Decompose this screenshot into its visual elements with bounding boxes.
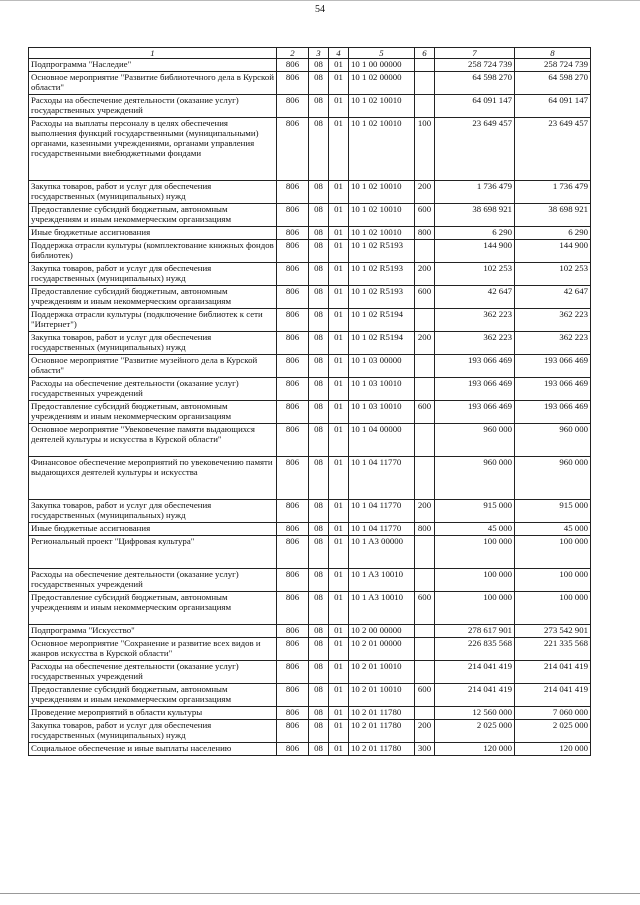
grbs-code-cell: 806	[277, 523, 309, 536]
target-article-cell: 10 2 01 00000	[349, 638, 415, 661]
section-code-cell: 08	[309, 227, 329, 240]
row-name-cell: Основное мероприятие "Сохранение и развитие всех видов и жанров искусства в Курской области"	[29, 638, 277, 661]
row-name-cell: Закупка товаров, работ и услуг для обеспечения государственных (муниципальных) нужд	[29, 500, 277, 523]
expense-kind-cell	[415, 59, 435, 72]
section-code-cell: 08	[309, 95, 329, 118]
subsection-code-cell: 01	[329, 263, 349, 286]
target-article-cell: 10 1 02 10010	[349, 227, 415, 240]
column-header: 8	[515, 48, 591, 59]
row-name-cell: Региональный проект "Цифровая культура"	[29, 536, 277, 569]
target-article-cell: 10 1 02 10010	[349, 181, 415, 204]
table-row	[29, 523, 591, 536]
section-code-cell: 08	[309, 240, 329, 263]
amount-year1-cell: 362 223	[435, 309, 515, 332]
amount-year2-cell: 362 223	[515, 332, 591, 355]
amount-year2-cell: 214 041 419	[515, 661, 591, 684]
amount-year2-cell: 64 091 147	[515, 95, 591, 118]
amount-year2-cell: 1 736 479	[515, 181, 591, 204]
table-row	[29, 118, 591, 181]
grbs-code-cell: 806	[277, 424, 309, 457]
section-code-cell: 08	[309, 332, 329, 355]
section-code-cell: 08	[309, 592, 329, 625]
expense-kind-cell: 200	[415, 720, 435, 743]
expense-kind-cell: 800	[415, 523, 435, 536]
expense-kind-cell: 600	[415, 286, 435, 309]
target-article-cell: 10 1 04 11770	[349, 500, 415, 523]
row-name-cell: Подпрограмма "Наследие"	[29, 59, 277, 72]
row-name-cell: Расходы на обеспечение деятельности (оказание услуг) государственных учреждений	[29, 569, 277, 592]
subsection-code-cell: 01	[329, 569, 349, 592]
table-row	[29, 240, 591, 263]
amount-year1-cell: 120 000	[435, 743, 515, 756]
expense-kind-cell	[415, 638, 435, 661]
grbs-code-cell: 806	[277, 59, 309, 72]
table-row	[29, 720, 591, 743]
subsection-code-cell: 01	[329, 661, 349, 684]
row-name-cell: Расходы на выплаты персоналу в целях обеспечения выполнения функций государственными (муниципальными) органами, казенными учреждениями, органами управления государственными внебюджетными фондами	[29, 118, 277, 181]
grbs-code-cell: 806	[277, 536, 309, 569]
section-code-cell: 08	[309, 118, 329, 181]
table-row	[29, 707, 591, 720]
subsection-code-cell: 01	[329, 181, 349, 204]
subsection-code-cell: 01	[329, 536, 349, 569]
row-name-cell: Расходы на обеспечение деятельности (оказание услуг) государственных учреждений	[29, 95, 277, 118]
expense-kind-cell	[415, 569, 435, 592]
column-header: 7	[435, 48, 515, 59]
expense-kind-cell	[415, 424, 435, 457]
table-row	[29, 263, 591, 286]
expense-kind-cell	[415, 625, 435, 638]
section-code-cell: 08	[309, 523, 329, 536]
target-article-cell: 10 1 02 R5193	[349, 286, 415, 309]
amount-year1-cell: 214 041 419	[435, 684, 515, 707]
grbs-code-cell: 806	[277, 95, 309, 118]
table-row	[29, 72, 591, 95]
grbs-code-cell: 806	[277, 204, 309, 227]
table-row	[29, 378, 591, 401]
column-number-row	[29, 48, 591, 59]
target-article-cell: 10 1 A3 00000	[349, 536, 415, 569]
expense-kind-cell	[415, 661, 435, 684]
amount-year1-cell: 193 066 469	[435, 355, 515, 378]
amount-year2-cell: 100 000	[515, 536, 591, 569]
section-code-cell: 08	[309, 569, 329, 592]
table-row	[29, 204, 591, 227]
table-row	[29, 592, 591, 625]
bottom-border-line	[0, 893, 640, 894]
table-row	[29, 59, 591, 72]
expense-kind-cell	[415, 378, 435, 401]
column-header: 3	[309, 48, 329, 59]
table-row	[29, 424, 591, 457]
amount-year2-cell: 120 000	[515, 743, 591, 756]
section-code-cell: 08	[309, 500, 329, 523]
row-name-cell: Расходы на обеспечение деятельности (оказание услуг) государственных учреждений	[29, 378, 277, 401]
subsection-code-cell: 01	[329, 457, 349, 500]
amount-year2-cell: 100 000	[515, 592, 591, 625]
top-border-line	[0, 0, 640, 1]
grbs-code-cell: 806	[277, 720, 309, 743]
amount-year1-cell: 6 290	[435, 227, 515, 240]
expense-kind-cell	[415, 355, 435, 378]
row-name-cell: Закупка товаров, работ и услуг для обеспечения государственных (муниципальных) нужд	[29, 181, 277, 204]
target-article-cell: 10 2 01 10010	[349, 661, 415, 684]
table-row	[29, 743, 591, 756]
amount-year2-cell: 193 066 469	[515, 378, 591, 401]
column-header: 4	[329, 48, 349, 59]
subsection-code-cell: 01	[329, 401, 349, 424]
amount-year1-cell: 100 000	[435, 536, 515, 569]
table-row	[29, 286, 591, 309]
subsection-code-cell: 01	[329, 59, 349, 72]
amount-year1-cell: 45 000	[435, 523, 515, 536]
expense-kind-cell	[415, 309, 435, 332]
grbs-code-cell: 806	[277, 286, 309, 309]
amount-year1-cell: 214 041 419	[435, 661, 515, 684]
target-article-cell: 10 2 01 11780	[349, 743, 415, 756]
amount-year2-cell: 273 542 901	[515, 625, 591, 638]
table-row	[29, 625, 591, 638]
section-code-cell: 08	[309, 286, 329, 309]
grbs-code-cell: 806	[277, 625, 309, 638]
amount-year1-cell: 64 598 270	[435, 72, 515, 95]
amount-year2-cell: 23 649 457	[515, 118, 591, 181]
amount-year1-cell: 960 000	[435, 424, 515, 457]
target-article-cell: 10 1 00 00000	[349, 59, 415, 72]
grbs-code-cell: 806	[277, 500, 309, 523]
row-name-cell: Иные бюджетные ассигнования	[29, 227, 277, 240]
section-code-cell: 08	[309, 707, 329, 720]
amount-year2-cell: 42 647	[515, 286, 591, 309]
expense-kind-cell: 600	[415, 592, 435, 625]
row-name-cell: Подпрограмма "Искусство"	[29, 625, 277, 638]
amount-year1-cell: 38 698 921	[435, 204, 515, 227]
amount-year2-cell: 258 724 739	[515, 59, 591, 72]
amount-year1-cell: 100 000	[435, 569, 515, 592]
table-row	[29, 500, 591, 523]
subsection-code-cell: 01	[329, 204, 349, 227]
table-row	[29, 309, 591, 332]
column-header: 1	[29, 48, 277, 59]
amount-year1-cell: 64 091 147	[435, 95, 515, 118]
amount-year1-cell: 193 066 469	[435, 401, 515, 424]
table-row	[29, 332, 591, 355]
target-article-cell: 10 1 03 10010	[349, 401, 415, 424]
section-code-cell: 08	[309, 309, 329, 332]
grbs-code-cell: 806	[277, 263, 309, 286]
table-row	[29, 95, 591, 118]
amount-year2-cell: 362 223	[515, 309, 591, 332]
table-row	[29, 661, 591, 684]
amount-year1-cell: 1 736 479	[435, 181, 515, 204]
target-article-cell: 10 1 04 11770	[349, 523, 415, 536]
section-code-cell: 08	[309, 424, 329, 457]
subsection-code-cell: 01	[329, 227, 349, 240]
grbs-code-cell: 806	[277, 743, 309, 756]
amount-year1-cell: 100 000	[435, 592, 515, 625]
amount-year1-cell: 12 560 000	[435, 707, 515, 720]
expense-kind-cell: 200	[415, 500, 435, 523]
subsection-code-cell: 01	[329, 707, 349, 720]
target-article-cell: 10 2 01 11780	[349, 707, 415, 720]
table-row	[29, 355, 591, 378]
row-name-cell: Финансовое обеспечение мероприятий по увековечению памяти выдающихся деятелей культуры и искусства	[29, 457, 277, 500]
page-number: 54	[315, 4, 325, 15]
target-article-cell: 10 1 03 10010	[349, 378, 415, 401]
grbs-code-cell: 806	[277, 378, 309, 401]
grbs-code-cell: 806	[277, 181, 309, 204]
amount-year2-cell: 193 066 469	[515, 401, 591, 424]
subsection-code-cell: 01	[329, 332, 349, 355]
expense-kind-cell	[415, 72, 435, 95]
grbs-code-cell: 806	[277, 592, 309, 625]
subsection-code-cell: 01	[329, 684, 349, 707]
amount-year2-cell: 100 000	[515, 569, 591, 592]
target-article-cell: 10 1 02 R5193	[349, 263, 415, 286]
amount-year2-cell: 214 041 419	[515, 684, 591, 707]
subsection-code-cell: 01	[329, 523, 349, 536]
row-name-cell: Поддержка отрасли культуры (комплектование книжных фондов библиотек)	[29, 240, 277, 263]
subsection-code-cell: 01	[329, 500, 349, 523]
subsection-code-cell: 01	[329, 240, 349, 263]
target-article-cell: 10 1 02 10010	[349, 95, 415, 118]
row-name-cell: Предоставление субсидий бюджетным, автономным учреждениям и иным некоммерческим организациям	[29, 592, 277, 625]
amount-year2-cell: 193 066 469	[515, 355, 591, 378]
subsection-code-cell: 01	[329, 118, 349, 181]
row-name-cell: Основное мероприятие "Развитие музейного дела в Курской области"	[29, 355, 277, 378]
section-code-cell: 08	[309, 536, 329, 569]
grbs-code-cell: 806	[277, 661, 309, 684]
table-body	[29, 59, 591, 756]
amount-year2-cell: 960 000	[515, 457, 591, 500]
section-code-cell: 08	[309, 625, 329, 638]
section-code-cell: 08	[309, 638, 329, 661]
amount-year1-cell: 258 724 739	[435, 59, 515, 72]
grbs-code-cell: 806	[277, 684, 309, 707]
subsection-code-cell: 01	[329, 743, 349, 756]
amount-year2-cell: 7 060 000	[515, 707, 591, 720]
subsection-code-cell: 01	[329, 378, 349, 401]
row-name-cell: Предоставление субсидий бюджетным, автономным учреждениям и иным некоммерческим организациям	[29, 684, 277, 707]
expense-kind-cell: 600	[415, 684, 435, 707]
target-article-cell: 10 1 02 10010	[349, 118, 415, 181]
row-name-cell: Закупка товаров, работ и услуг для обеспечения государственных (муниципальных) нужд	[29, 263, 277, 286]
target-article-cell: 10 2 01 10010	[349, 684, 415, 707]
grbs-code-cell: 806	[277, 569, 309, 592]
expense-kind-cell	[415, 240, 435, 263]
amount-year2-cell: 2 025 000	[515, 720, 591, 743]
amount-year2-cell: 64 598 270	[515, 72, 591, 95]
subsection-code-cell: 01	[329, 638, 349, 661]
section-code-cell: 08	[309, 59, 329, 72]
grbs-code-cell: 806	[277, 638, 309, 661]
expense-kind-cell: 200	[415, 181, 435, 204]
row-name-cell: Поддержка отрасли культуры (подключение библиотек к сети "Интернет")	[29, 309, 277, 332]
target-article-cell: 10 1 A3 10010	[349, 592, 415, 625]
subsection-code-cell: 01	[329, 424, 349, 457]
target-article-cell: 10 2 00 00000	[349, 625, 415, 638]
amount-year1-cell: 102 253	[435, 263, 515, 286]
section-code-cell: 08	[309, 661, 329, 684]
subsection-code-cell: 01	[329, 355, 349, 378]
target-article-cell: 10 2 01 11780	[349, 720, 415, 743]
section-code-cell: 08	[309, 378, 329, 401]
expense-kind-cell: 300	[415, 743, 435, 756]
grbs-code-cell: 806	[277, 227, 309, 240]
subsection-code-cell: 01	[329, 720, 349, 743]
amount-year1-cell: 2 025 000	[435, 720, 515, 743]
amount-year1-cell: 144 900	[435, 240, 515, 263]
amount-year2-cell: 38 698 921	[515, 204, 591, 227]
amount-year1-cell: 42 647	[435, 286, 515, 309]
subsection-code-cell: 01	[329, 309, 349, 332]
amount-year1-cell: 960 000	[435, 457, 515, 500]
expense-kind-cell: 600	[415, 401, 435, 424]
row-name-cell: Закупка товаров, работ и услуг для обеспечения государственных (муниципальных) нужд	[29, 720, 277, 743]
table-row	[29, 401, 591, 424]
subsection-code-cell: 01	[329, 95, 349, 118]
column-header: 6	[415, 48, 435, 59]
amount-year2-cell: 144 900	[515, 240, 591, 263]
expense-kind-cell	[415, 707, 435, 720]
amount-year2-cell: 102 253	[515, 263, 591, 286]
amount-year1-cell: 915 000	[435, 500, 515, 523]
expense-kind-cell	[415, 457, 435, 500]
expense-kind-cell: 600	[415, 204, 435, 227]
subsection-code-cell: 01	[329, 72, 349, 95]
target-article-cell: 10 1 A3 10010	[349, 569, 415, 592]
amount-year1-cell: 278 617 901	[435, 625, 515, 638]
target-article-cell: 10 1 04 11770	[349, 457, 415, 500]
grbs-code-cell: 806	[277, 707, 309, 720]
table-row	[29, 227, 591, 240]
amount-year1-cell: 362 223	[435, 332, 515, 355]
column-header: 5	[349, 48, 415, 59]
budget-table	[28, 47, 591, 756]
grbs-code-cell: 806	[277, 309, 309, 332]
row-name-cell: Закупка товаров, работ и услуг для обеспечения государственных (муниципальных) нужд	[29, 332, 277, 355]
row-name-cell: Предоставление субсидий бюджетным, автономным учреждениям и иным некоммерческим организациям	[29, 286, 277, 309]
amount-year1-cell: 23 649 457	[435, 118, 515, 181]
column-header: 2	[277, 48, 309, 59]
section-code-cell: 08	[309, 720, 329, 743]
section-code-cell: 08	[309, 684, 329, 707]
section-code-cell: 08	[309, 72, 329, 95]
row-name-cell: Расходы на обеспечение деятельности (оказание услуг) государственных учреждений	[29, 661, 277, 684]
grbs-code-cell: 806	[277, 240, 309, 263]
section-code-cell: 08	[309, 181, 329, 204]
amount-year2-cell: 915 000	[515, 500, 591, 523]
subsection-code-cell: 01	[329, 592, 349, 625]
row-name-cell: Предоставление субсидий бюджетным, автономным учреждениям и иным некоммерческим организациям	[29, 401, 277, 424]
table-row	[29, 638, 591, 661]
target-article-cell: 10 1 02 R5194	[349, 309, 415, 332]
table-row	[29, 684, 591, 707]
grbs-code-cell: 806	[277, 118, 309, 181]
expense-kind-cell: 100	[415, 118, 435, 181]
target-article-cell: 10 1 02 10010	[349, 204, 415, 227]
subsection-code-cell: 01	[329, 625, 349, 638]
amount-year2-cell: 960 000	[515, 424, 591, 457]
row-name-cell: Иные бюджетные ассигнования	[29, 523, 277, 536]
grbs-code-cell: 806	[277, 332, 309, 355]
expense-kind-cell: 200	[415, 263, 435, 286]
amount-year1-cell: 193 066 469	[435, 378, 515, 401]
section-code-cell: 08	[309, 457, 329, 500]
section-code-cell: 08	[309, 743, 329, 756]
table-row	[29, 536, 591, 569]
table-row	[29, 181, 591, 204]
row-name-cell: Проведение мероприятий в области культуры	[29, 707, 277, 720]
row-name-cell: Социальное обеспечение и иные выплаты населению	[29, 743, 277, 756]
grbs-code-cell: 806	[277, 401, 309, 424]
grbs-code-cell: 806	[277, 72, 309, 95]
table-row	[29, 457, 591, 500]
amount-year2-cell: 221 335 568	[515, 638, 591, 661]
section-code-cell: 08	[309, 204, 329, 227]
section-code-cell: 08	[309, 355, 329, 378]
expense-kind-cell: 200	[415, 332, 435, 355]
section-code-cell: 08	[309, 263, 329, 286]
expense-kind-cell	[415, 95, 435, 118]
row-name-cell: Основное мероприятие "Развитие библиотечного дела в Курской области"	[29, 72, 277, 95]
amount-year2-cell: 6 290	[515, 227, 591, 240]
target-article-cell: 10 1 02 00000	[349, 72, 415, 95]
grbs-code-cell: 806	[277, 457, 309, 500]
row-name-cell: Основное мероприятие "Увековечение памяти выдающихся деятелей культуры и искусства в Курской области"	[29, 424, 277, 457]
subsection-code-cell: 01	[329, 286, 349, 309]
target-article-cell: 10 1 02 R5194	[349, 332, 415, 355]
target-article-cell: 10 1 03 00000	[349, 355, 415, 378]
grbs-code-cell: 806	[277, 355, 309, 378]
section-code-cell: 08	[309, 401, 329, 424]
amount-year1-cell: 226 835 568	[435, 638, 515, 661]
table-row	[29, 569, 591, 592]
target-article-cell: 10 1 02 R5193	[349, 240, 415, 263]
target-article-cell: 10 1 04 00000	[349, 424, 415, 457]
amount-year2-cell: 45 000	[515, 523, 591, 536]
expense-kind-cell: 800	[415, 227, 435, 240]
expense-kind-cell	[415, 536, 435, 569]
row-name-cell: Предоставление субсидий бюджетным, автономным учреждениям и иным некоммерческим организациям	[29, 204, 277, 227]
